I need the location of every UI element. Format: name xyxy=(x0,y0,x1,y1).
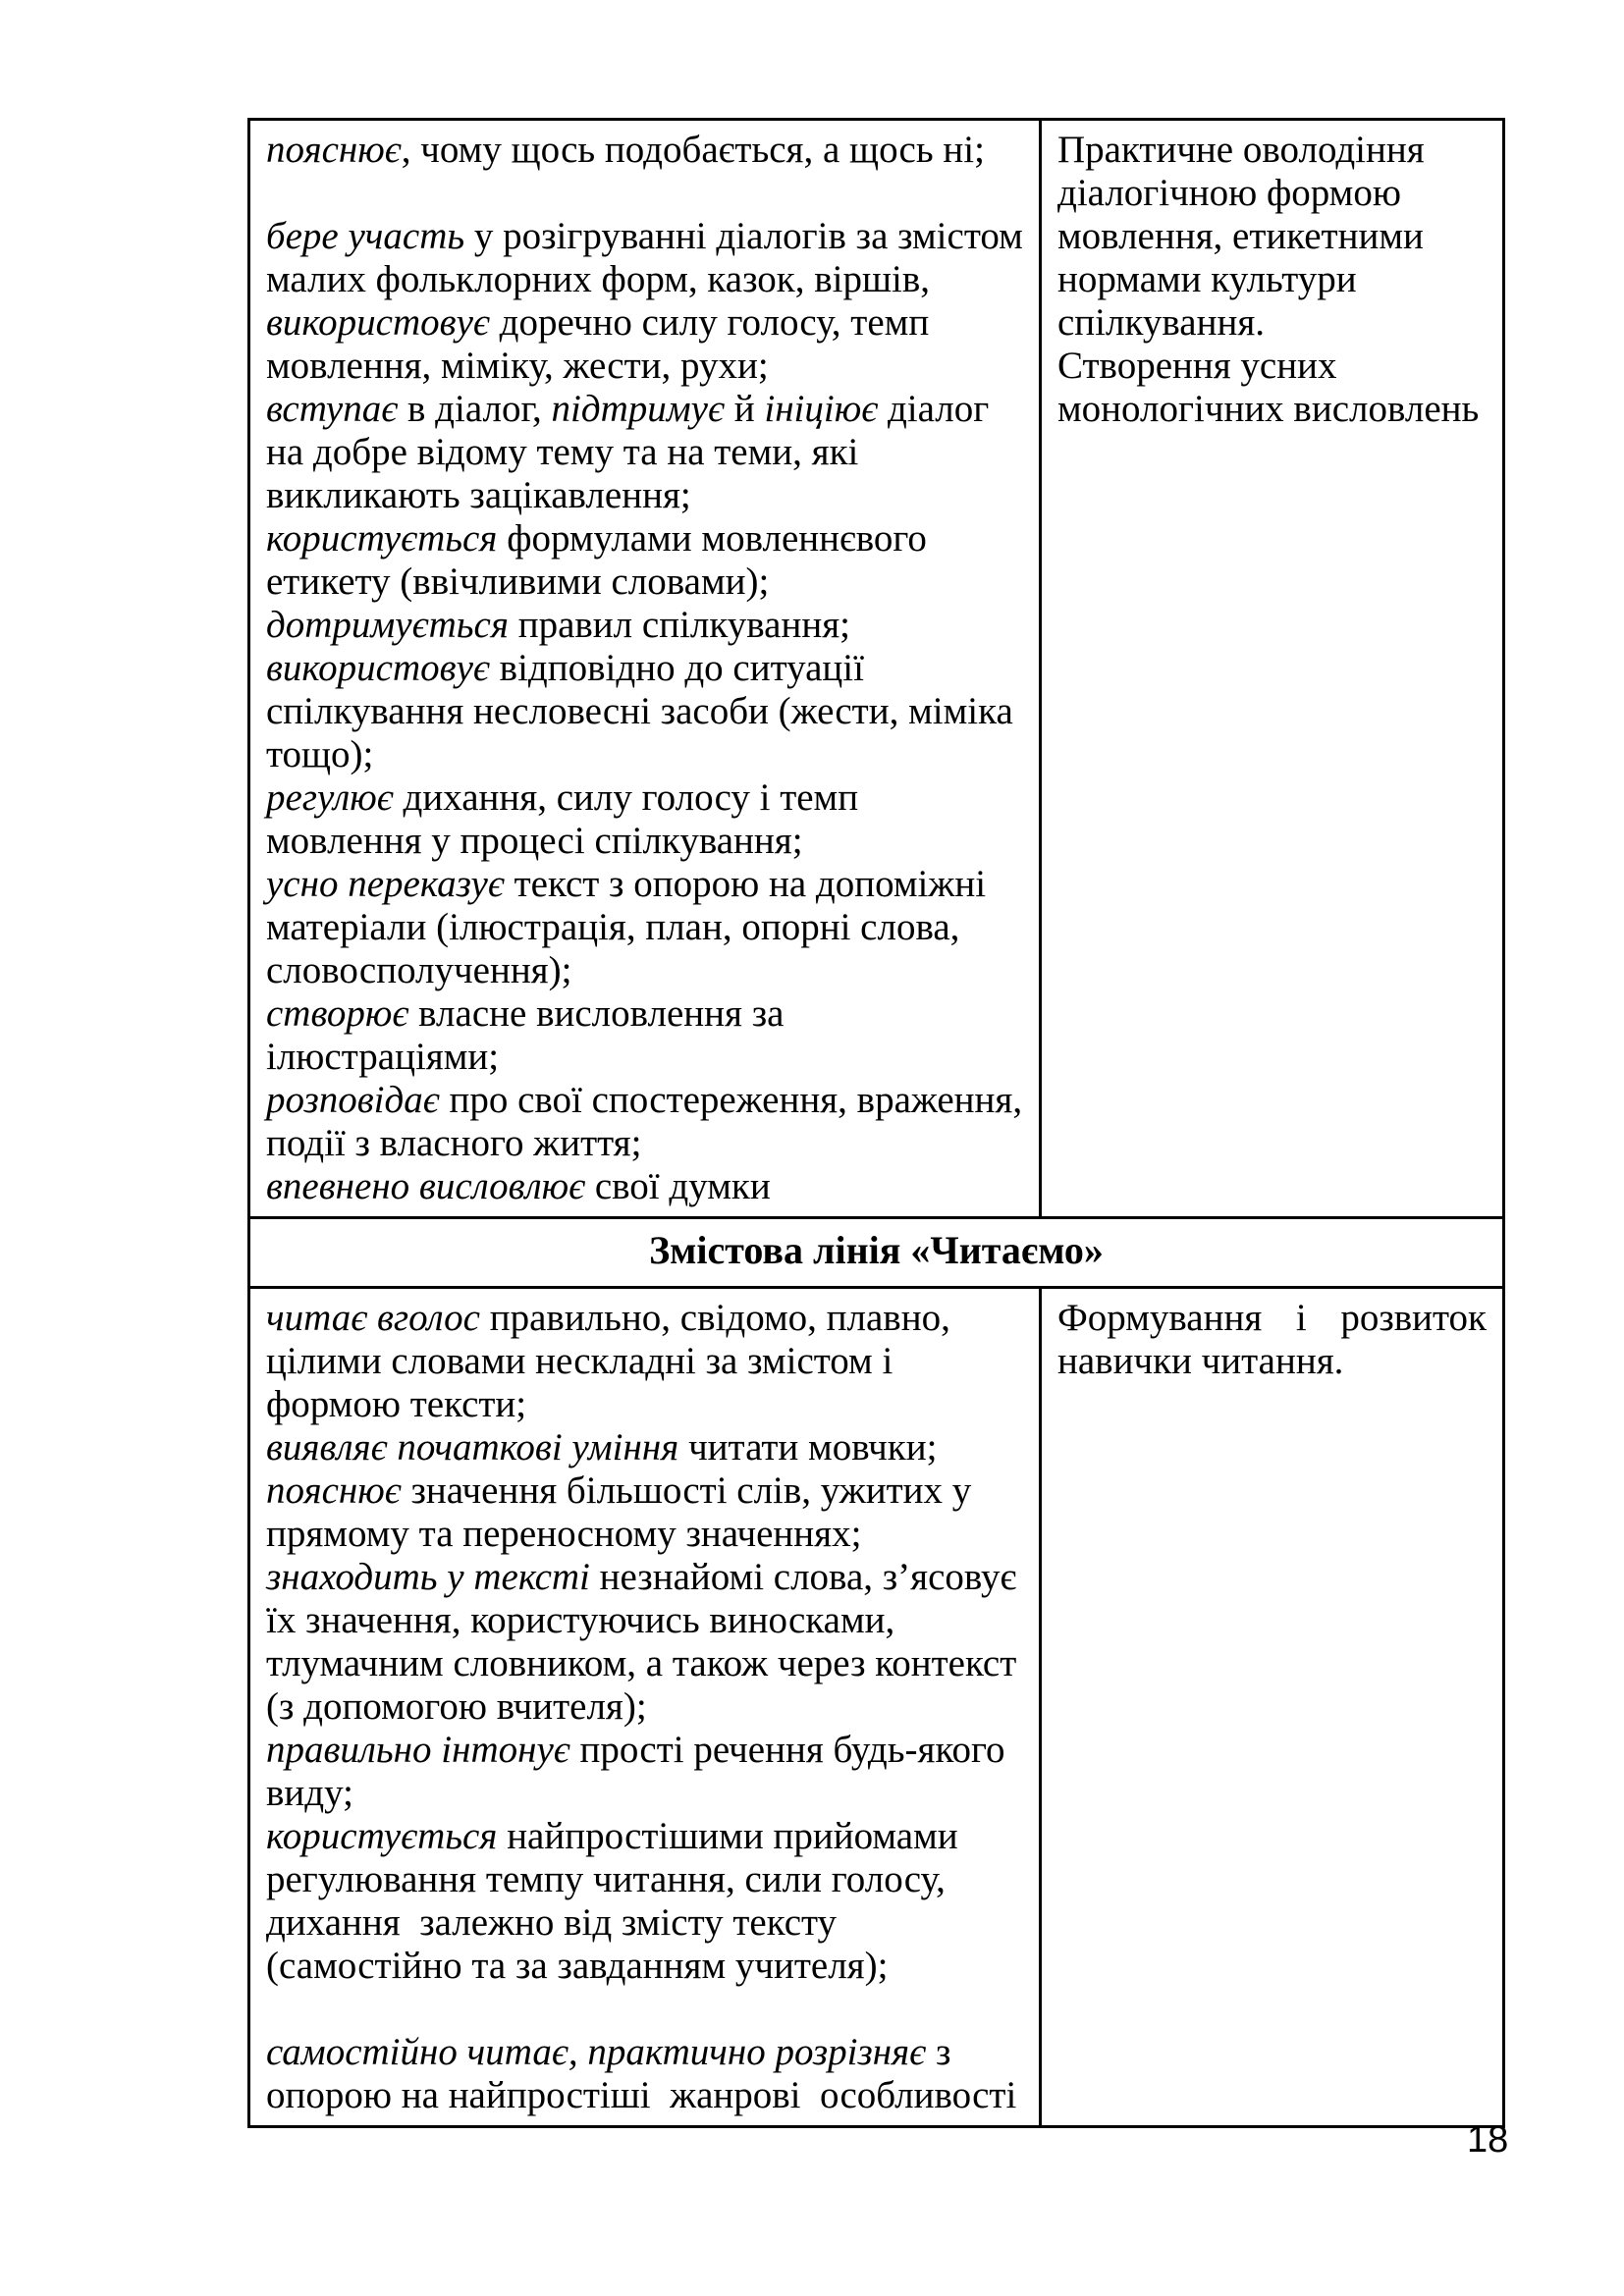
content-cell-speaking xyxy=(1041,120,1504,1218)
section-header: Змістова лінія «Читаємо» xyxy=(249,1218,1504,1288)
outcomes-cell-reading xyxy=(249,1288,1041,2127)
statement-paragraph: регулює дихання, силу голосу і темп мовлення у процесі спілкування; xyxy=(266,776,859,862)
table-row-header xyxy=(249,1218,1504,1288)
statement-paragraph: вступає в діалог, підтримує й ініціює діалог на добре відому тему та на теми, які викликають зацікавлення; xyxy=(266,388,990,516)
statement-paragraph: бере участь у розігруванні діалогів за змістом малих фольклорних форм, казок, віршів, використовує доречно силу голосу, темп мовлення, міміку, жести, рухи; xyxy=(266,215,1023,387)
curriculum-table xyxy=(247,118,1505,2128)
statement-paragraph: усно переказує текст з опорою на допоміжні матеріали (ілюстрація, план, опорні слова, словосполучення); xyxy=(266,863,987,991)
statement-paragraph: пояснює значення більшості слів, ужитих у прямому та переносному значеннях; xyxy=(266,1469,972,1555)
statement-paragraph: створює власне висловлення за ілюстраціями; xyxy=(266,992,785,1078)
statement-paragraph: використовує відповідно до ситуації спілкування несловесні засоби (жести, міміка тощо); xyxy=(266,647,1013,775)
content-paragraph: Створення усних монологічних висловлень xyxy=(1057,345,1480,430)
statement-paragraph: самостійно читає, практично розрізняє з опорою на найпростіші жанрові особливості xyxy=(266,2031,1017,2116)
outcomes-cell-speaking xyxy=(249,120,1041,1218)
statement-paragraph: користується формулами мовленнєвого етикету (ввічливими словами); xyxy=(266,517,927,603)
statement-paragraph: пояснює, чому щось подобається, а щось ні; xyxy=(266,129,985,171)
statement-paragraph: читає вголос правильно, свідомо, плавно, цілими словами нескладні за змістом і формою тексти; xyxy=(266,1297,950,1425)
content-paragraph: Формування і розвиток навички читання. xyxy=(1057,1297,1487,1382)
content-paragraph: Практичне оволодіння діалогічною формою мовлення, етикетними нормами культури спілкування. xyxy=(1057,129,1425,344)
content-cell-reading xyxy=(1041,1288,1504,2127)
statement-paragraph: правильно інтонує прості речення будь-якого виду; xyxy=(266,1729,1005,1814)
table-row-speaking xyxy=(249,120,1504,1218)
statement-paragraph: знаходить у тексті незнайомі слова, з’ясовує їх значення, користуючись виносками, тлумачним словником, а також через контекст (з допомогою вчителя); xyxy=(266,1556,1017,1728)
statement-paragraph: виявляє початкові уміння читати мовчки; xyxy=(266,1426,938,1468)
page-number: 18 xyxy=(1467,2119,1509,2161)
statement-paragraph: впевнено висловлює свої думки xyxy=(266,1165,771,1207)
statement-paragraph: дотримується правил спілкування; xyxy=(266,604,850,646)
statement-paragraph: користується найпростішими прийомами регулювання темпу читання, сили голосу, дихання залежно від змісту тексту (самостійно та за завданням учителя); xyxy=(266,1815,958,1987)
statement-paragraph: розповідає про свої спостереження, враження, події з власного життя; xyxy=(266,1079,1023,1164)
table-row-reading xyxy=(249,1288,1504,2127)
